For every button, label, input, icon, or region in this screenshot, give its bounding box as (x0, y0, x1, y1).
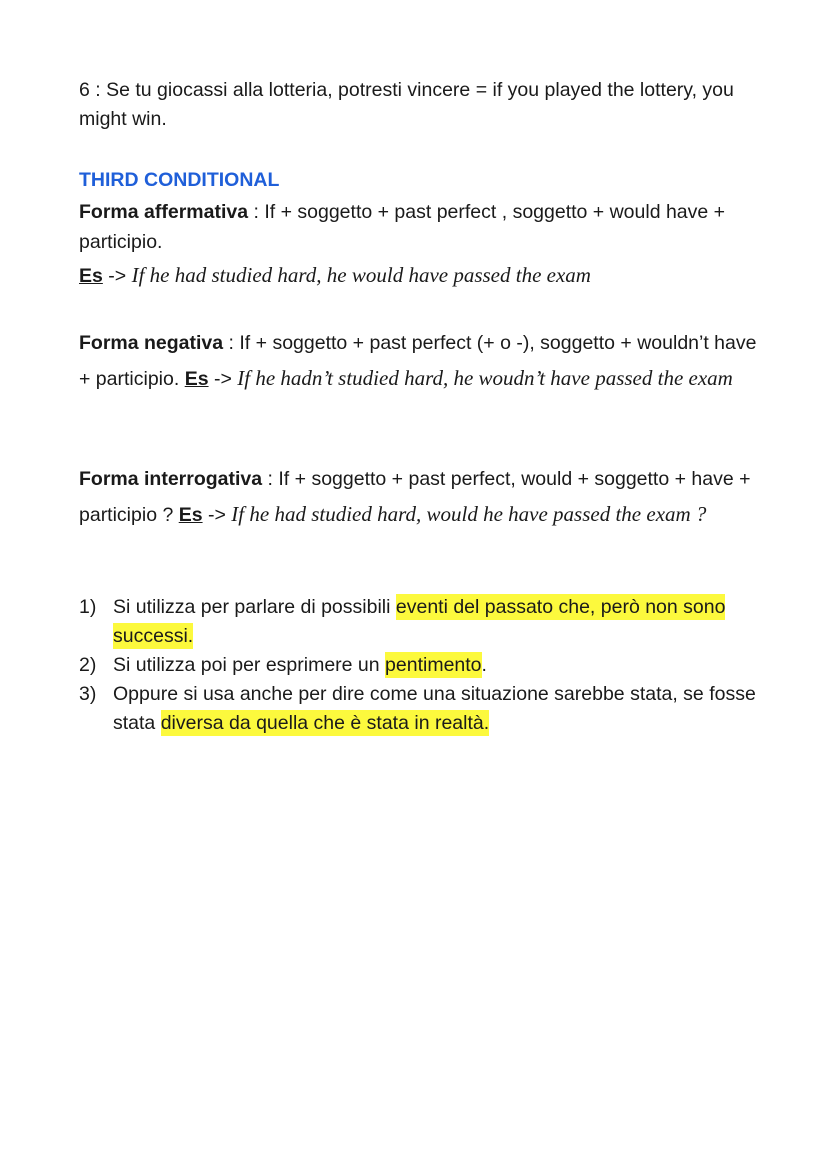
highlighted-text: pentimento (385, 654, 482, 676)
list-item (79, 651, 759, 680)
list-item (79, 680, 759, 738)
interrogative-label: Forma interrogativa (79, 468, 263, 490)
affirmative-label: Forma affermativa (79, 201, 249, 223)
affirmative-form-block (79, 197, 759, 291)
interrogative-rule: : If + soggetto + past perfect, would + soggetto + have + participio ? (79, 468, 751, 526)
list-item-text: Si utilizza per parlare di possibili (113, 596, 396, 618)
highlighted-text: eventi del passato che, però non sono successi. (113, 596, 726, 647)
negative-es-label: Es (184, 367, 209, 390)
list-item-number: 2) (79, 654, 97, 676)
list-item-number: 3) (79, 683, 97, 705)
interrogative-example: If he had studied hard, would he have passed the exam ? (231, 501, 707, 526)
affirmative-example: If he had studied hard, he would have passed the exam (131, 263, 591, 287)
list-item-text-end: . (481, 654, 487, 676)
interrogative-arrow: -> (202, 503, 232, 526)
negative-example: If he hadn’t studied hard, he woudn’t have passed the exam (237, 365, 733, 390)
interrogative-es-label: Es (178, 503, 203, 526)
affirmative-rule: : If + soggetto + past perfect , soggetto + would have + participio. (79, 201, 726, 253)
affirmative-es-label: Es (79, 265, 103, 287)
list-item-text: Si utilizza poi per esprimere un (113, 654, 386, 676)
interrogative-form-block (79, 462, 759, 532)
negative-arrow: -> (208, 367, 238, 390)
negative-rule: : If + soggetto + past perfect (+ o -), soggetto + wouldn’t have + participio. (79, 332, 757, 390)
negative-label: Forma negativa (79, 332, 224, 354)
list-item-number: 1) (79, 596, 97, 618)
intro-paragraph: 6 : Se tu giocassi alla lotteria, potresti vincere = if you played the lottery, you might win. (79, 79, 734, 130)
highlighted-text: diversa da quella che è stata in realtà. (160, 712, 490, 734)
affirmative-arrow: -> (102, 265, 132, 287)
negative-form-block (79, 326, 759, 396)
section-heading: THIRD CONDITIONAL (79, 169, 280, 191)
usage-list (79, 593, 759, 738)
list-item (79, 593, 759, 651)
list-item-text: Oppure si usa anche per dire come una situazione sarebbe stata, se fosse stata (113, 683, 756, 734)
